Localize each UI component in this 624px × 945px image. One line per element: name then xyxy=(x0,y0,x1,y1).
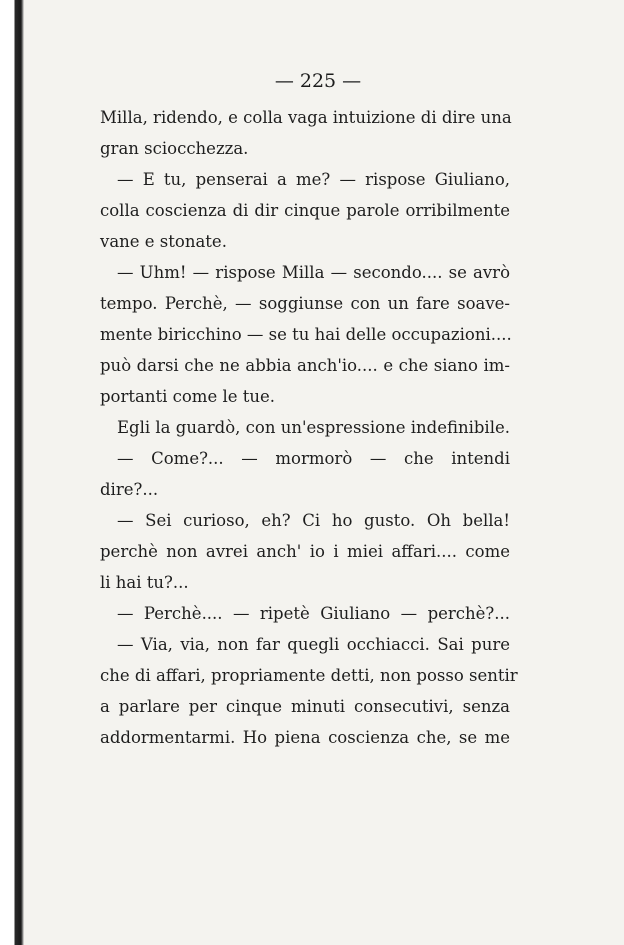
text-line: li hai tu?... xyxy=(100,573,189,592)
text-line: colla coscienza di dir cinque parole orribilmente xyxy=(100,201,510,220)
text-line: — Sei curioso, eh? Ci ho gusto. Oh bella! xyxy=(117,511,510,530)
text-line: Egli la guardò, con un'espressione indefinibile. xyxy=(117,418,510,437)
text-line: a parlare per cinque minuti consecutivi, senza xyxy=(100,697,510,716)
text-line: portanti come le tue. xyxy=(100,387,276,406)
text-line: mente biricchino — se tu hai delle occupazioni.... xyxy=(100,325,512,344)
text-line: — Perchè.... — ripetè Giuliano — perchè?... xyxy=(117,604,510,623)
page-number: — 225 — xyxy=(274,70,362,92)
text-line: — Uhm! — rispose Milla — secondo.... se avrò xyxy=(117,263,510,282)
body-text xyxy=(100,102,518,753)
text-line: Milla, ridendo, e colla vaga intuizione di dire una xyxy=(100,108,512,127)
text-line: — Come?... — mormorò — che intendi xyxy=(117,449,510,468)
text-line: gran sciocchezza. xyxy=(100,139,249,158)
text-line: — E tu, penserai a me? — rispose Giuliano, xyxy=(117,170,510,189)
text-line: che di affari, propriamente detti, non posso sentir xyxy=(100,666,518,685)
page-binding-edge xyxy=(0,0,24,945)
text-line: dire?... xyxy=(100,480,159,499)
text-line: vane e stonate. xyxy=(100,232,227,251)
text-line: tempo. Perchè, — soggiunse con un fare soave- xyxy=(100,294,510,313)
text-line: perchè non avrei anch' io i miei affari.... come xyxy=(100,542,510,561)
text-line: — Via, via, non far quegli occhiacci. Sai pure xyxy=(117,635,510,654)
text-line: può darsi che ne abbia anch'io.... e che siano im- xyxy=(100,356,510,375)
text-line: addormentarmi. Ho piena coscienza che, se me xyxy=(100,728,510,747)
